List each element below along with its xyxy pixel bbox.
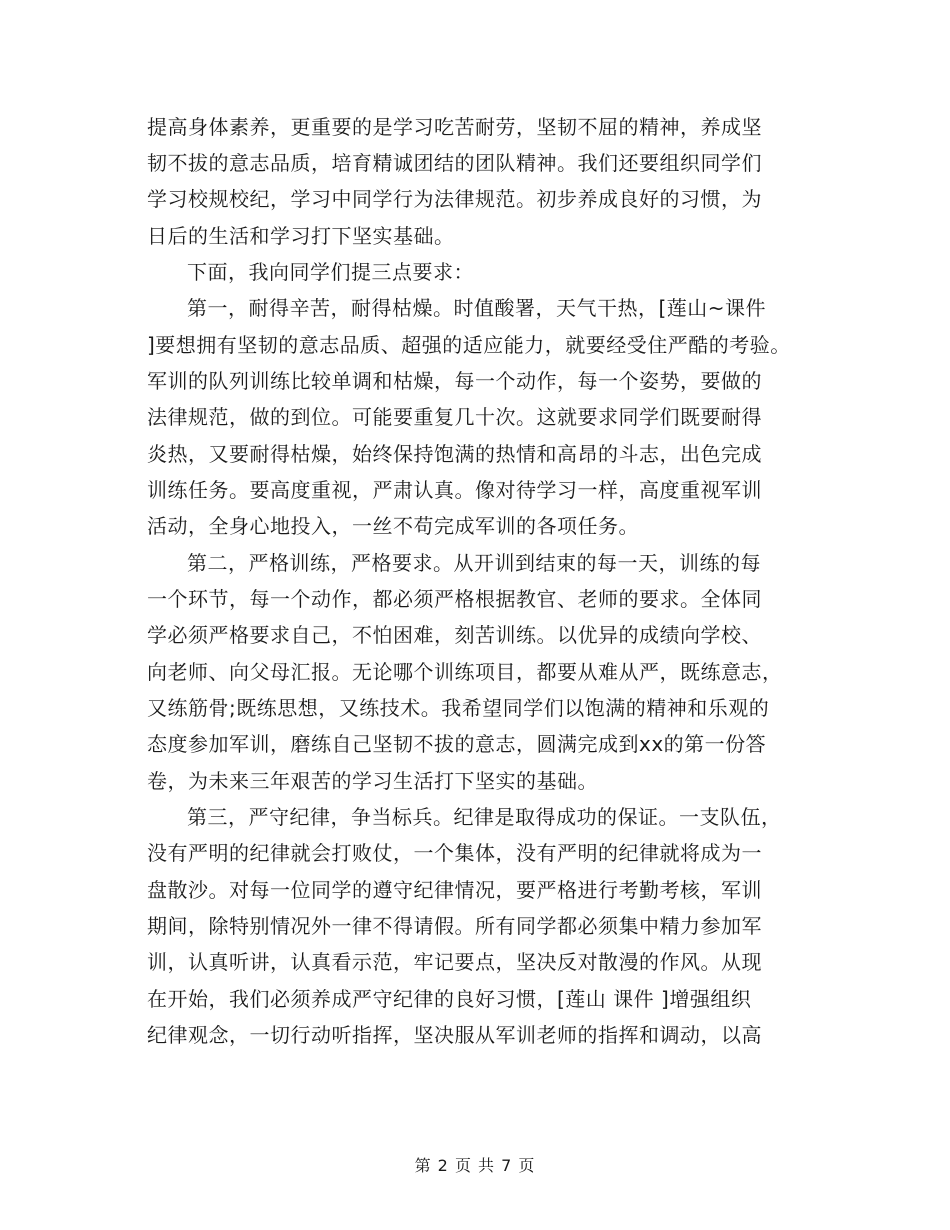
text-line: 法律规范，做的到位。可能要重复几十次。这就要求同学们既要耐得 xyxy=(147,405,762,429)
text-line: 学必须严格要求自己，不怕困难，刻苦训练。以优异的成绩向学校、 xyxy=(147,623,762,647)
text-line: 态度参加军训，磨练自己坚韧不拔的意志，圆满完成到xx的第一份答 xyxy=(147,732,767,756)
text-line: 训练任务。要高度重视，严肃认真。像对待学习一样，高度重视军训 xyxy=(147,478,762,502)
text-line: 学习校规校纪，学习中同学行为法律规范。初步养成良好的习惯，为 xyxy=(147,187,762,211)
text-line: 卷，为未来三年艰苦的学习生活打下坚实的基础。 xyxy=(147,769,598,793)
text-line: 活动，全身心地投入，一丝不苟完成军训的各项任务。 xyxy=(147,514,639,538)
text-line: 盘散沙。对每一位同学的遵守纪律情况，要严格进行考勤考核，军训 xyxy=(147,878,762,902)
text-line: ]要想拥有坚韧的意志品质、超强的适应能力，就要经受住严酷的考验。 xyxy=(147,333,791,357)
text-line: 一个环节，每一个动作，都必须严格根据教官、老师的要求。全体同 xyxy=(147,587,762,611)
text-line: 第三，严守纪律，争当标兵。纪律是取得成功的保证。一支队伍， xyxy=(187,805,782,829)
text-line: 向老师、向父母汇报。无论哪个训练项目，都要从难从严，既练意志， xyxy=(147,660,783,684)
text-line: 炎热，又要耐得枯燥，始终保持饱满的热情和高昂的斗志，出色完成 xyxy=(147,442,762,466)
text-line: 下面，我向同学们提三点要求： xyxy=(187,260,474,284)
text-line: 又练筋骨;既练思想，又练技术。我希望同学们以饱满的精神和乐观的 xyxy=(147,696,770,720)
text-line: 期间，除特别情况外一律不得请假。所有同学都必须集中精力参加军 xyxy=(147,914,762,938)
text-line: 军训的队列训练比较单调和枯燥，每一个动作，每一个姿势，要做的 xyxy=(147,369,762,393)
text-line: 日后的生活和学习打下坚实基础。 xyxy=(147,224,455,248)
text-line: 提高身体素养，更重要的是学习吃苦耐劳，坚韧不屈的精神，养成坚 xyxy=(147,115,762,139)
text-line: 韧不拔的意志品质，培育精诚团结的团队精神。我们还要组织同学们 xyxy=(147,151,762,175)
text-line: 纪律观念，一切行动听指挥，坚决服从军训老师的指挥和调动，以高 xyxy=(147,1023,762,1047)
text-line: 训，认真听讲，认真看示范，牢记要点，坚决反对散漫的作风。从现 xyxy=(147,950,762,974)
page-footer: 第 2 页 共 7 页 xyxy=(414,1156,536,1175)
text-line: 第一，耐得辛苦，耐得枯燥。时值酸署，天气干热，[莲山~课件 xyxy=(187,296,767,320)
text-line: 没有严明的纪律就会打败仗，一个集体，没有严明的纪律就将成为一 xyxy=(147,841,762,865)
text-line: 第二，严格训练，严格要求。从开训到结束的每一天，训练的每 xyxy=(187,551,761,575)
text-line: 在开始，我们必须养成严守纪律的良好习惯，[莲山 课件 ]增强组织 xyxy=(147,987,752,1011)
